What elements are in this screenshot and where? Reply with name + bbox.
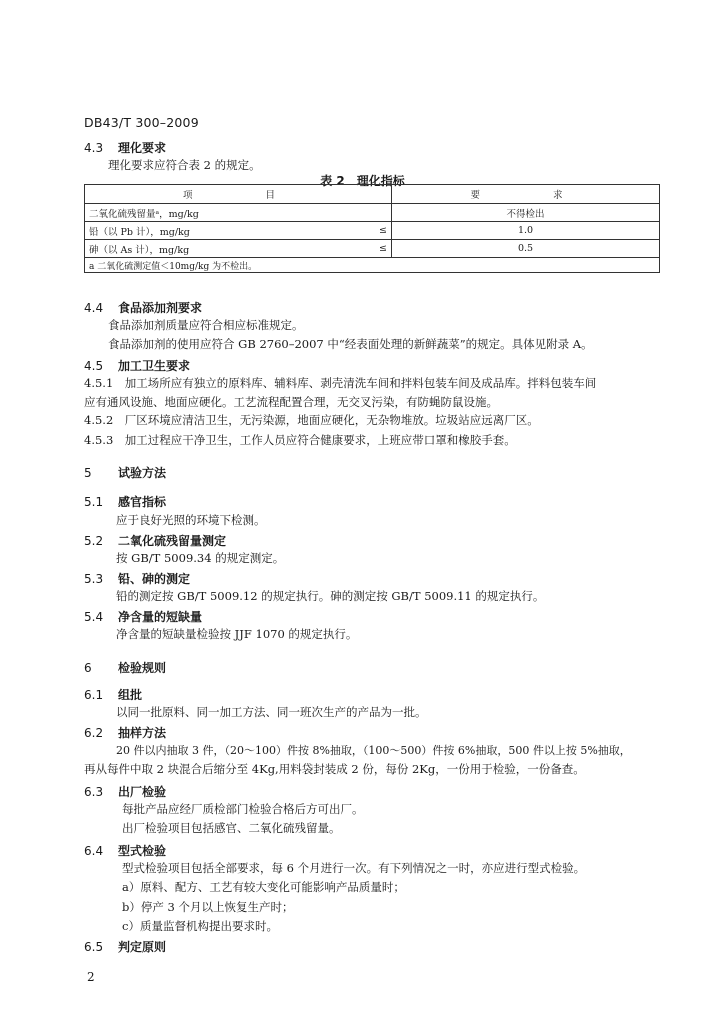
section-number: 5 (84, 466, 92, 480)
paragraph: 食品添加剂质量应符合相应标准规定。 (108, 318, 304, 332)
paragraph: 以同一批原料、同一加工方法、同一班次生产的产品为一批。 (116, 705, 427, 719)
section-title: 检验规则 (118, 661, 167, 675)
heading-6 (84, 659, 166, 676)
table-cell-item: 铅（以 Pb 计），mg/kg (85, 222, 362, 240)
section-title: 二氧化硫残留量测定 (118, 534, 227, 548)
heading-4-3 (84, 139, 166, 156)
section-title: 净含量的短缺量 (118, 610, 203, 624)
paragraph: 按 GB/T 5009.34 的规定测定。 (116, 551, 285, 565)
heading-6-1 (84, 686, 142, 703)
heading-4-5 (84, 357, 190, 374)
table-cell-symbol: ≤ (361, 222, 392, 240)
heading-6-4 (84, 842, 166, 859)
section-number: 5.1 (84, 495, 104, 509)
section-number: 6.1 (84, 688, 104, 702)
paragraph: 净含量的短缺量检验按 JJF 1070 的规定执行。 (116, 627, 358, 641)
section-number: 5.3 (84, 572, 104, 586)
table-row (85, 204, 660, 222)
paragraph: 20 件以内抽取 3 件，（20～100）件按 8%抽取，（100～500）件按 6%抽取，500 件以上按 5%抽取， (116, 744, 631, 757)
section-title: 食品添加剂要求 (118, 301, 203, 315)
table-cell-item: 砷（以 As 计），mg/kg (85, 240, 362, 258)
table-cell-item: 二氧化硫残留量ᵃ，mg/kg (85, 204, 362, 222)
table-cell-requirement: 0.5 (392, 240, 660, 258)
paragraph: 铅的测定按 GB/T 5009.12 的规定执行。砷的测定按 GB/T 5009.11 的规定执行。 (116, 589, 545, 603)
paragraph: 型式检验项目包括全部要求，每 6 个月进行一次。有下列情况之一时，亦应进行型式检验。 (122, 861, 586, 875)
section-number: 6.4 (84, 844, 104, 858)
table-caption: 表 2 理化指标 (320, 174, 405, 188)
heading-4-4 (84, 299, 202, 316)
section-title: 加工卫生要求 (118, 359, 191, 373)
heading-5 (84, 464, 166, 481)
heading-5-4 (84, 608, 202, 625)
column-header-requirement: 要 求 (392, 185, 660, 204)
table-cell-symbol: ≤ (361, 240, 392, 258)
table-header-row (85, 185, 660, 204)
section-number: 4.5 (84, 359, 104, 373)
clause-4-5-2: 4.5.2 厂区环境应清洁卫生，无污染源，地面应硬化，无杂物堆放。垃圾站应远离厂区。 (84, 413, 539, 427)
heading-5-1 (84, 493, 166, 510)
paragraph: 食品添加剂的使用应符合 GB 2760–2007 中“经表面处理的新鲜蔬菜”的规定。具体见附录 A。 (108, 337, 593, 351)
paragraph: 应于良好光照的环境下检测。 (116, 513, 266, 527)
section-number: 6.3 (84, 785, 104, 799)
section-title: 抽样方法 (118, 726, 167, 740)
table-row (85, 222, 660, 240)
paragraph: 每批产品应经厂质检部门检验合格后方可出厂。 (122, 802, 364, 816)
section-title: 判定原则 (118, 940, 167, 954)
heading-5-3 (84, 570, 190, 587)
clause-4-5-1-continued: 应有通风设施、地面应硬化。工艺流程配置合理，无交叉污染，有防蝇防鼠设施。 (84, 395, 498, 409)
standard-code: DB43/T 300–2009 (84, 115, 199, 130)
page-number: 2 (87, 970, 95, 984)
section-title: 感官指标 (118, 495, 167, 509)
list-item-c: c）质量监督机构提出要求时。 (122, 919, 278, 933)
clause-4-5-3: 4.5.3 加工过程应干净卫生，工作人员应符合健康要求，上班应带口罩和橡胶手套。 (84, 433, 516, 447)
table-cell-symbol (361, 204, 392, 222)
paragraph: 理化要求应符合表 2 的规定。 (108, 158, 261, 172)
clause-4-5-1: 4.5.1 加工场所应有独立的原料库、辅料库、剥壳清洗车间和拌料包装车间及成品库。拌料包装车间 (84, 376, 597, 390)
heading-5-2 (84, 532, 226, 549)
section-title: 铅、砷的测定 (118, 572, 191, 586)
column-header-item: 项 目 (85, 185, 392, 204)
section-number: 5.2 (84, 534, 104, 548)
list-item-b: b）停产 3 个月以上恢复生产时； (122, 900, 294, 914)
table-row (85, 240, 660, 258)
section-title: 理化要求 (118, 141, 167, 155)
list-item-a: a）原料、配方、工艺有较大变化可能影响产品质量时； (122, 880, 405, 894)
section-number: 6.5 (84, 940, 104, 954)
section-number: 6 (84, 661, 92, 675)
section-number: 6.2 (84, 726, 104, 740)
heading-6-3 (84, 783, 166, 800)
table-footnote: a 二氧化硫测定值＜10mg/kg 为不检出。 (85, 258, 660, 273)
heading-6-2 (84, 724, 166, 741)
table-footnote-row (85, 258, 660, 273)
heading-6-5 (84, 938, 166, 955)
section-title: 组批 (118, 688, 143, 702)
section-title: 试验方法 (118, 466, 167, 480)
physicochemical-table (84, 184, 660, 273)
section-number: 4.4 (84, 301, 104, 315)
section-number: 5.4 (84, 610, 104, 624)
paragraph: 出厂检验项目包括感官、二氧化硫残留量。 (122, 821, 341, 835)
section-title: 型式检验 (118, 844, 167, 858)
paragraph-continued: 再从每件中取 2 块混合后缩分至 4Kg,用料袋封装成 2 份，每份 2Kg，一份用于检验，一份备查。 (84, 762, 585, 776)
section-number: 4.3 (84, 141, 104, 155)
table-cell-requirement: 1.0 (392, 222, 660, 240)
section-title: 出厂检验 (118, 785, 167, 799)
table-cell-requirement: 不得检出 (392, 204, 660, 222)
